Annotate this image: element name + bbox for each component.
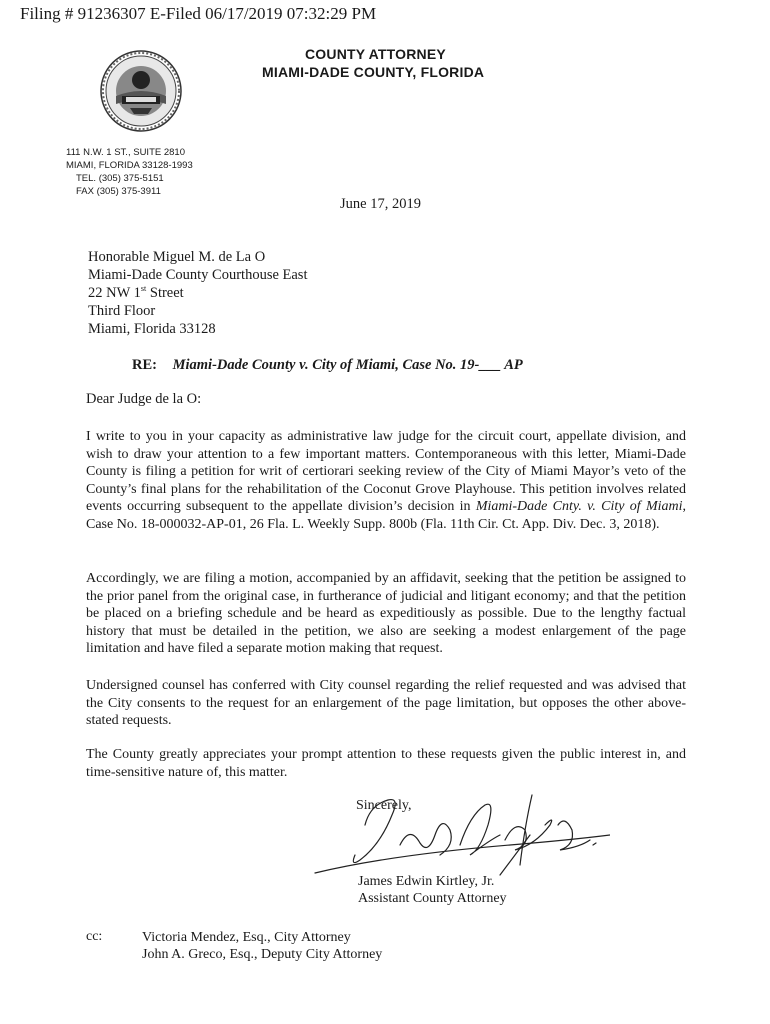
office-title: COUNTY ATTORNEY (305, 46, 446, 62)
address-fax: FAX (305) 375-3911 (76, 186, 161, 197)
address-phone: TEL. (305) 375-5151 (76, 173, 164, 184)
filing-stamp: Filing # 91236307 E-Filed 06/17/2019 07:32:29 PM (20, 4, 377, 23)
recipient-street: 22 NW 1st Street (88, 284, 184, 301)
paragraph-3: Undersigned counsel has conferred with City counsel regarding the relief requested and was advised that the City consents to the request for an enlargement of the page limitation, but opposes the other above-stated requests. (86, 678, 686, 728)
signer-block (358, 873, 507, 907)
address-city: MIAMI, FLORIDA 33128-1993 (66, 160, 193, 171)
paragraph-1: I write to you in your capacity as administrative law judge for the circuit court, appellate division, and wish to draw your attention to a few important matters. Contemporaneous with this letter, Miami-Dade County is filing a petition for writ of certiorari seeking review of the City of Miami Mayor’s veto of the County’s final plans for the rehabilitation of the Coconut Grove Playhouse. This petition involves related events occurring subsequent to the appellate division’s decision in Miami-Dade Cnty. v. City of Miami, Case No. 18-000032-AP-01, 26 Fla. L. Weekly Supp. 800b (Fla. 11th Cir. Ct. App. Div. Dec. 3, 2018). (86, 429, 686, 532)
address-street: 111 N.W. 1 ST., SUITE 2810 (66, 147, 185, 158)
cc-recipient: John A. Greco, Esq., Deputy City Attorney (142, 947, 383, 962)
closing: Sincerely, (356, 798, 412, 813)
signer-name: James Edwin Kirtley, Jr. (358, 874, 495, 889)
subject-label: RE: (132, 357, 157, 373)
subject-line (132, 357, 523, 374)
handwritten-signature (310, 785, 610, 885)
signer-title: Assistant County Attorney (358, 891, 507, 906)
county-title: MIAMI-DADE COUNTY, FLORIDA (262, 64, 485, 80)
recipient-block (88, 248, 307, 338)
cc-recipient: Victoria Mendez, Esq., City Attorney (142, 930, 351, 945)
recipient-building: Miami-Dade County Courthouse East (88, 267, 308, 283)
paragraph-2: Accordingly, we are filing a motion, accompanied by an affidavit, seeking that the petition be assigned to the prior panel from the original case, in furtherance of judicial and litigant economy; and that the petition be placed on a briefing schedule and be heard as expeditiously as possible. Due to the lengthy factual history that must be detailed in the petition, we also are seeking a modest enlargement of the page limitation and have filed a separate motion making that request. (86, 571, 686, 656)
salutation: Dear Judge de la O: (86, 391, 202, 407)
letter-date: June 17, 2019 (340, 196, 421, 212)
recipient-city: Miami, Florida 33128 (88, 321, 216, 337)
recipient-name: Honorable Miguel M. de La O (88, 249, 266, 265)
recipient-floor: Third Floor (88, 303, 156, 319)
subject-text: Miami-Dade County v. City of Miami, Case No. 19-___ AP (172, 357, 523, 373)
cc-label: cc: (86, 929, 103, 944)
case-citation: Miami-Dade Cnty. v. City of Miami (475, 499, 683, 514)
cc-list (142, 929, 382, 963)
paragraph-4: The County greatly appreciates your prompt attention to these requests given the public interest in, and time-sensitive nature of, this matter. (86, 747, 686, 780)
office-address (66, 146, 193, 198)
county-seal-logo (100, 50, 182, 132)
